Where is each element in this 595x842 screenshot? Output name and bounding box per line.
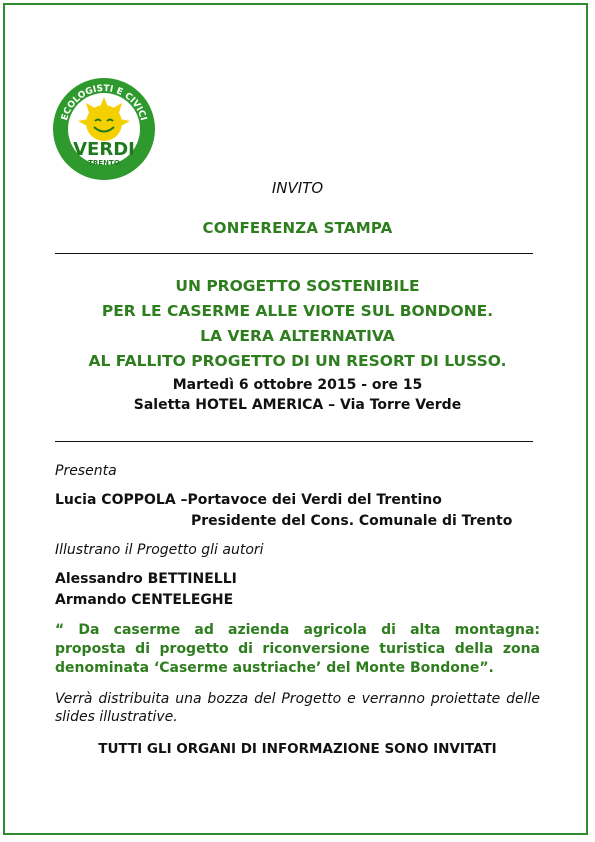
event-date: Martedì 6 ottobre 2015 - ore 15	[172, 377, 423, 393]
event-place: Saletta HOTEL AMERICA – Via Torre Verde	[133, 397, 462, 413]
presenta-label: Presenta	[55, 463, 117, 479]
speaker-role-2: Presidente del Cons. Comunale di Trento	[191, 513, 513, 529]
project-quote: “ Da caserme ad azienda agricola di alta montagna: proposta di progetto di riconversione turistica della zona denominata ‘Caserme austriache’ del Monte Bondone”.	[55, 622, 540, 676]
headline-line: LA VERA ALTERNATIVA	[200, 327, 395, 345]
event-info	[0, 375, 595, 415]
speaker-name: Lucia COPPOLA –	[55, 492, 188, 508]
invite-label: INVITO	[271, 179, 324, 197]
headline-line: PER LE CASERME ALLE VIOTE SUL BONDONE.	[101, 302, 494, 320]
verdi-logo	[52, 77, 156, 181]
divider-bottom	[55, 441, 533, 442]
logo-arc-text: ECOLOGISTI E CIVICI	[60, 83, 148, 122]
logo-city: TRENTO	[88, 159, 120, 167]
speaker-role-1: Portavoce dei Verdi del Trentino	[187, 492, 442, 508]
headline-line: UN PROGETTO SOSTENIBILE	[175, 277, 420, 295]
headline-line: AL FALLITO PROGETTO DI UN RESORT DI LUSSO.	[88, 352, 507, 370]
headline	[0, 274, 595, 374]
logo-word: VERDI	[73, 139, 135, 160]
speaker-line-1	[55, 492, 540, 508]
authors-intro: Illustrano il Progetto gli autori	[55, 542, 264, 558]
divider-top	[55, 253, 533, 254]
note-text: Verrà distribuita una bozza del Progetto e verranno proiettate delle slides illustrative.	[55, 691, 540, 725]
final-notice: TUTTI GLI ORGANI DI INFORMAZIONE SONO INVITATI	[98, 741, 497, 757]
author-1: Alessandro BETTINELLI	[55, 571, 237, 587]
author-2: Armando CENTELEGHE	[55, 592, 234, 608]
conference-title: CONFERENZA STAMPA	[202, 219, 393, 237]
